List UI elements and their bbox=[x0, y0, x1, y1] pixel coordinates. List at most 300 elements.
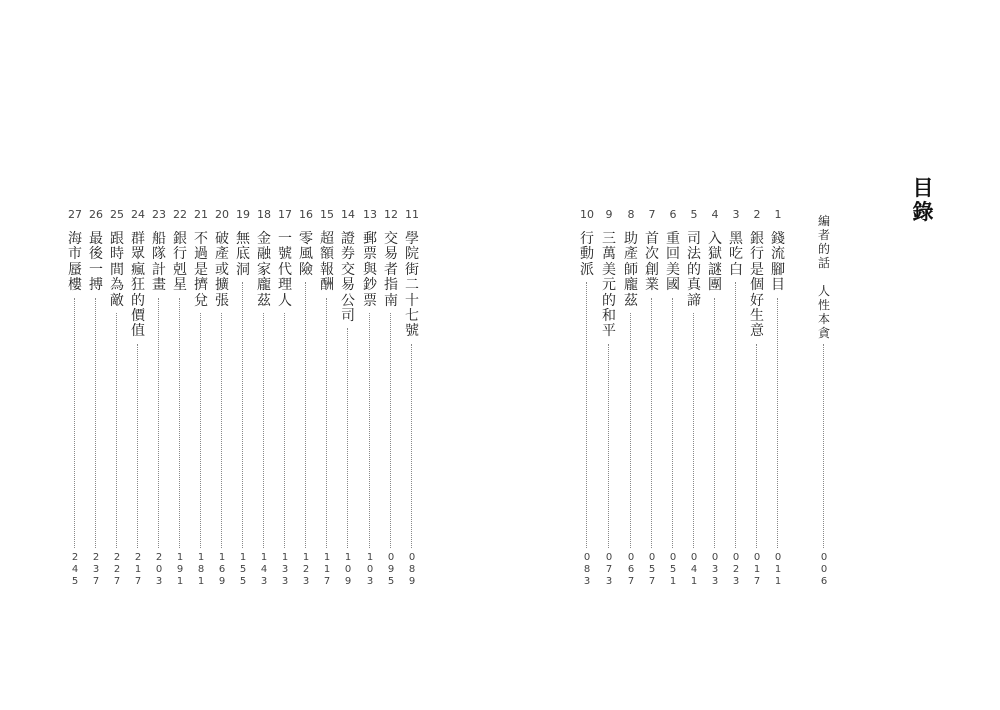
page-number-digit: 3 bbox=[281, 564, 289, 575]
toc-entry[interactable] bbox=[599, 208, 619, 588]
page-number-digit: 0 bbox=[648, 552, 656, 563]
dot-leader bbox=[651, 298, 652, 548]
page-number-digit: 6 bbox=[820, 576, 828, 587]
chapter-number: 8 bbox=[627, 208, 635, 221]
page-number-digit: 0 bbox=[711, 552, 719, 563]
chapter-title-char: 師 bbox=[624, 261, 638, 278]
toc-entry[interactable] bbox=[402, 208, 422, 588]
chapter-title-char: 美 bbox=[602, 261, 616, 278]
page-number-digit: 9 bbox=[408, 576, 416, 587]
page-number-digit: 3 bbox=[711, 576, 719, 587]
page-number-digit: 2 bbox=[113, 564, 121, 575]
chapter-title-char: 二 bbox=[405, 277, 419, 294]
chapter-title-char: 諦 bbox=[687, 292, 701, 309]
chapter-title bbox=[643, 232, 661, 294]
chapter-title-char: 時 bbox=[110, 246, 124, 263]
chapter-title bbox=[87, 232, 105, 294]
page-number-digit: 1 bbox=[176, 552, 184, 563]
chapter-title-char: 好 bbox=[750, 292, 764, 309]
chapter-title bbox=[276, 232, 294, 309]
chapter-number: 16 bbox=[299, 208, 313, 221]
chapter-title-char: 兌 bbox=[194, 292, 208, 309]
page-number bbox=[599, 552, 619, 588]
page-number-digit: 7 bbox=[627, 576, 635, 587]
chapter-number: 25 bbox=[110, 208, 124, 221]
chapter-title-char: 重 bbox=[666, 231, 680, 247]
chapter-title-char: 與 bbox=[363, 261, 377, 278]
chapter-title-char: 行 bbox=[580, 231, 594, 247]
chapter-title-char: 易 bbox=[341, 277, 355, 294]
chapter-title-char: 團 bbox=[708, 277, 722, 294]
chapter-title-char: 茲 bbox=[624, 292, 638, 309]
chapter-title-char: 易 bbox=[384, 246, 398, 263]
page-number-digit: 5 bbox=[71, 576, 79, 587]
chapter-title-char: 公 bbox=[341, 292, 355, 309]
page-number-digit: 5 bbox=[669, 564, 677, 575]
page-number-digit: 5 bbox=[239, 576, 247, 587]
page-number-digit: 3 bbox=[583, 576, 591, 587]
page-number-digit: 0 bbox=[820, 564, 828, 575]
chapter-title-char: 司 bbox=[687, 231, 701, 247]
chapter-title-char: 萬 bbox=[602, 246, 616, 263]
chapter-title-char: 郵 bbox=[363, 231, 377, 247]
chapter-number: 22 bbox=[173, 208, 187, 221]
chapter-number: 12 bbox=[384, 208, 398, 221]
toc-entry[interactable] bbox=[360, 208, 380, 588]
chapter-number: 26 bbox=[89, 208, 103, 221]
page-number bbox=[684, 552, 704, 588]
page-number-digit: 2 bbox=[113, 552, 121, 563]
chapter-number: 27 bbox=[68, 208, 82, 221]
page-number bbox=[402, 552, 422, 588]
chapter-title-char: 交 bbox=[341, 261, 355, 278]
chapter-title-char: 目 bbox=[771, 277, 785, 294]
dot-leader bbox=[74, 298, 75, 548]
chapter-number: 21 bbox=[194, 208, 208, 221]
chapter-title-char: 派 bbox=[580, 261, 594, 278]
chapter-title-char: 的 bbox=[687, 261, 701, 278]
chapter-title-char: 行 bbox=[173, 246, 187, 263]
chapter-title bbox=[769, 232, 787, 294]
page-number-digit: 0 bbox=[732, 552, 740, 563]
chapter-title-char: 融 bbox=[257, 246, 271, 263]
dot-leader bbox=[242, 282, 243, 548]
chapter-title-char: 國 bbox=[666, 277, 680, 294]
dot-leader bbox=[284, 313, 285, 548]
chapter-title-char: 值 bbox=[131, 323, 145, 340]
page-number-digit: 4 bbox=[71, 564, 79, 575]
chapter-title-char: 謎 bbox=[708, 261, 722, 278]
chapter-title-char: 首 bbox=[645, 231, 659, 247]
page-number-digit: 0 bbox=[408, 552, 416, 563]
chapter-title-char: 樓 bbox=[68, 277, 82, 294]
chapter-title bbox=[318, 232, 336, 294]
chapter-title-char: 市 bbox=[68, 246, 82, 263]
chapter-title-char: 後 bbox=[89, 246, 103, 263]
page-number-digit: 2 bbox=[134, 552, 142, 563]
chapter-title-char: 證 bbox=[341, 231, 355, 247]
page-number-digit: 1 bbox=[774, 576, 782, 587]
chapter-title-char: 或 bbox=[215, 261, 229, 278]
page-number bbox=[275, 552, 295, 588]
chapter-title-char: 產 bbox=[215, 246, 229, 263]
chapter-title-char: 交 bbox=[384, 231, 398, 247]
dot-leader bbox=[672, 298, 673, 548]
toc-entry[interactable] bbox=[233, 208, 253, 588]
chapter-title-char: 張 bbox=[215, 292, 229, 309]
toc-entry[interactable] bbox=[317, 208, 337, 588]
page-number bbox=[212, 552, 232, 588]
toc-entry[interactable] bbox=[747, 208, 767, 588]
chapter-title-char: 編 bbox=[817, 214, 830, 228]
chapter-title bbox=[403, 232, 421, 340]
toc-entry-preface[interactable] bbox=[814, 208, 834, 588]
chapter-title-char: 底 bbox=[236, 246, 250, 263]
page-number-digit: 1 bbox=[134, 564, 142, 575]
chapter-title-char: 報 bbox=[320, 261, 334, 278]
dot-leader bbox=[756, 344, 757, 548]
dot-leader bbox=[158, 298, 159, 548]
chapter-title-char: 代 bbox=[278, 261, 292, 278]
page-number-digit: 3 bbox=[260, 576, 268, 587]
chapter-title-char: 票 bbox=[363, 246, 377, 263]
chapter-title-char: 黑 bbox=[729, 231, 743, 247]
page-number-digit: 0 bbox=[669, 552, 677, 563]
chapter-title-char: 動 bbox=[580, 246, 594, 263]
chapter-title-char: 話 bbox=[817, 256, 830, 270]
page-number-digit: 3 bbox=[281, 576, 289, 587]
page-number bbox=[254, 552, 274, 588]
chapter-number: 9 bbox=[605, 208, 613, 221]
page-number bbox=[814, 552, 834, 588]
chapter-title-char: 產 bbox=[624, 246, 638, 263]
chapter-title-char: 為 bbox=[110, 277, 124, 294]
page-number-digit: 1 bbox=[344, 552, 352, 563]
chapter-title-char: 創 bbox=[645, 261, 659, 278]
chapter-title-char: 司 bbox=[341, 308, 355, 325]
chapter-title-char: 險 bbox=[299, 261, 313, 278]
page-number-digit: 0 bbox=[753, 552, 761, 563]
chapter-title-char: 家 bbox=[257, 261, 271, 278]
dot-leader bbox=[116, 313, 117, 548]
chapter-title-char: 和 bbox=[602, 308, 616, 325]
chapter-title-char: 零 bbox=[299, 231, 313, 247]
chapter-title bbox=[213, 232, 231, 309]
toc-entry[interactable] bbox=[577, 208, 597, 588]
page-number-digit: 2 bbox=[92, 552, 100, 563]
chapter-number: 2 bbox=[753, 208, 761, 221]
chapter-title-char: 吃 bbox=[729, 246, 743, 263]
page-number-digit: 1 bbox=[281, 552, 289, 563]
chapter-title-char: 銀 bbox=[173, 231, 187, 247]
page-number-digit: 2 bbox=[302, 564, 310, 575]
chapter-title-char: 元 bbox=[602, 277, 616, 294]
page-number-digit: 5 bbox=[239, 564, 247, 575]
chapter-number: 15 bbox=[320, 208, 334, 221]
page-number-digit: 0 bbox=[366, 564, 374, 575]
chapter-title-char: 真 bbox=[687, 277, 701, 294]
chapter-title-char: 瘋 bbox=[131, 261, 145, 278]
toc-entry[interactable] bbox=[254, 208, 274, 588]
chapter-title-char: 擠 bbox=[194, 277, 208, 294]
chapter-title-char: 超 bbox=[320, 231, 334, 247]
page-number-digit: 1 bbox=[197, 576, 205, 587]
chapter-number: 1 bbox=[774, 208, 782, 221]
chapter-title-char: 人 bbox=[817, 284, 830, 298]
chapter-title-char bbox=[815, 270, 833, 284]
chapter-title-char: 個 bbox=[750, 277, 764, 294]
chapter-title-char: 法 bbox=[687, 246, 701, 263]
page-number-digit: 1 bbox=[323, 564, 331, 575]
chapter-title bbox=[108, 232, 126, 309]
chapter-number: 14 bbox=[341, 208, 355, 221]
chapter-title-char: 鈔 bbox=[363, 277, 377, 294]
chapter-title bbox=[685, 232, 703, 309]
dot-leader bbox=[608, 344, 609, 548]
dot-leader bbox=[586, 282, 587, 548]
chapter-title bbox=[578, 232, 596, 278]
toc-entry[interactable] bbox=[684, 208, 704, 588]
toc-entry[interactable] bbox=[149, 208, 169, 588]
toc-entry[interactable] bbox=[726, 208, 746, 588]
chapter-title-char: 酬 bbox=[320, 277, 334, 294]
toc-entry[interactable] bbox=[128, 208, 148, 588]
page-number bbox=[705, 552, 725, 588]
chapter-title bbox=[297, 232, 315, 278]
chapter-title-char: 錢 bbox=[771, 231, 785, 247]
chapter-title-char: 無 bbox=[236, 231, 250, 247]
chapter-number: 24 bbox=[131, 208, 145, 221]
chapter-title-char: 船 bbox=[152, 231, 166, 247]
page-number-digit: 7 bbox=[92, 576, 100, 587]
chapter-title-char: 搏 bbox=[89, 277, 103, 294]
page-number bbox=[65, 552, 85, 588]
chapter-title-char: 者 bbox=[384, 261, 398, 278]
chapter-title-char: 一 bbox=[278, 231, 292, 247]
page-number bbox=[768, 552, 788, 588]
chapter-title-char: 的 bbox=[602, 292, 616, 309]
toc-entry[interactable] bbox=[768, 208, 788, 588]
dot-leader bbox=[735, 282, 736, 548]
toc-entry[interactable] bbox=[381, 208, 401, 588]
chapter-title bbox=[727, 232, 745, 278]
chapter-title bbox=[255, 232, 273, 309]
chapter-title-char: 平 bbox=[602, 323, 616, 340]
page-number-digit: 4 bbox=[260, 564, 268, 575]
chapter-number: 6 bbox=[669, 208, 677, 221]
chapter-title-char: 十 bbox=[405, 292, 419, 309]
chapter-title bbox=[622, 232, 640, 309]
page-number-digit: 0 bbox=[583, 552, 591, 563]
page-number-digit: 0 bbox=[627, 552, 635, 563]
chapter-title-char: 七 bbox=[405, 308, 419, 325]
dot-leader bbox=[369, 313, 370, 548]
page-number-digit: 6 bbox=[218, 564, 226, 575]
chapter-title-char: 是 bbox=[750, 261, 764, 278]
page-number-digit: 3 bbox=[302, 576, 310, 587]
page-number-digit: 0 bbox=[605, 552, 613, 563]
chapter-title-char: 號 bbox=[405, 323, 419, 340]
toc-entry[interactable] bbox=[663, 208, 683, 588]
page-number bbox=[338, 552, 358, 588]
page-number-digit: 1 bbox=[753, 564, 761, 575]
chapter-title-char: 業 bbox=[645, 277, 659, 294]
chapter-title-char: 額 bbox=[320, 246, 334, 263]
page-number-digit: 7 bbox=[753, 576, 761, 587]
chapter-number: 11 bbox=[405, 208, 419, 221]
page-number bbox=[360, 552, 380, 588]
dot-leader bbox=[390, 313, 391, 548]
chapter-title bbox=[706, 232, 724, 294]
toc-entry[interactable] bbox=[107, 208, 127, 588]
chapter-title-char: 號 bbox=[278, 246, 292, 263]
page-number-digit: 1 bbox=[366, 552, 374, 563]
toc-entry[interactable] bbox=[65, 208, 85, 588]
chapter-title-char: 海 bbox=[68, 231, 82, 247]
toc-heading bbox=[910, 176, 936, 224]
chapter-number: 20 bbox=[215, 208, 229, 221]
chapter-title-char: 蜃 bbox=[68, 261, 82, 278]
chapter-title-char: 流 bbox=[771, 246, 785, 263]
page-number-digit: 5 bbox=[387, 576, 395, 587]
chapter-number: 7 bbox=[648, 208, 656, 221]
toc-entry[interactable] bbox=[296, 208, 316, 588]
page-number-digit: 0 bbox=[344, 564, 352, 575]
chapter-title-char: 狂 bbox=[131, 277, 145, 294]
chapter-title-char: 隊 bbox=[152, 246, 166, 263]
chapter-title-char: 洞 bbox=[236, 261, 250, 278]
page-number-digit: 3 bbox=[732, 576, 740, 587]
page-number-digit: 1 bbox=[302, 552, 310, 563]
page-number-digit: 9 bbox=[387, 564, 395, 575]
page-number-digit: 1 bbox=[218, 552, 226, 563]
toc-entry[interactable] bbox=[621, 208, 641, 588]
toc-entry[interactable] bbox=[338, 208, 358, 588]
chapter-title-char: 美 bbox=[666, 261, 680, 278]
page-number-digit: 7 bbox=[648, 576, 656, 587]
chapter-title-char: 龐 bbox=[257, 277, 271, 294]
chapter-title bbox=[129, 232, 147, 340]
page-number bbox=[577, 552, 597, 588]
dot-leader bbox=[714, 298, 715, 548]
chapter-title bbox=[171, 232, 189, 294]
chapter-title-char: 回 bbox=[666, 246, 680, 263]
chapter-title-char: 的 bbox=[817, 242, 830, 256]
chapter-title-char: 貪 bbox=[817, 326, 830, 340]
dot-leader bbox=[326, 298, 327, 548]
chapter-title-char: 入 bbox=[708, 231, 722, 247]
chapter-number: 5 bbox=[690, 208, 698, 221]
page-number-digit: 3 bbox=[711, 564, 719, 575]
page-number-digit: 5 bbox=[648, 564, 656, 575]
page-number-digit: 0 bbox=[690, 552, 698, 563]
chapter-title-char: 次 bbox=[645, 246, 659, 263]
page-number bbox=[621, 552, 641, 588]
page-number bbox=[86, 552, 106, 588]
toc-heading-char: 目 bbox=[912, 175, 934, 200]
toc-entry[interactable] bbox=[170, 208, 190, 588]
page-number-digit: 1 bbox=[323, 552, 331, 563]
page-number-digit: 7 bbox=[113, 576, 121, 587]
page-number bbox=[747, 552, 767, 588]
page-number-digit: 6 bbox=[627, 564, 635, 575]
dot-leader bbox=[200, 313, 201, 548]
chapter-title-char: 三 bbox=[602, 231, 616, 247]
chapter-title-char: 助 bbox=[624, 231, 638, 247]
chapter-title-char: 行 bbox=[750, 246, 764, 263]
page-number bbox=[107, 552, 127, 588]
page-number bbox=[726, 552, 746, 588]
page-number bbox=[381, 552, 401, 588]
chapter-title-char: 指 bbox=[384, 277, 398, 294]
page-number-digit: 2 bbox=[155, 552, 163, 563]
dot-leader bbox=[95, 298, 96, 548]
page-number bbox=[663, 552, 683, 588]
chapter-number: 17 bbox=[278, 208, 292, 221]
page-number-digit: 7 bbox=[605, 564, 613, 575]
chapter-title bbox=[815, 214, 833, 340]
page-number-digit: 1 bbox=[690, 576, 698, 587]
chapter-title-char: 者 bbox=[817, 228, 830, 242]
toc-entry[interactable] bbox=[86, 208, 106, 588]
page-number-digit: 1 bbox=[260, 552, 268, 563]
chapter-title-char: 白 bbox=[729, 261, 743, 278]
chapter-number: 3 bbox=[732, 208, 740, 221]
chapter-number: 4 bbox=[711, 208, 719, 221]
page-number-digit: 3 bbox=[366, 576, 374, 587]
page-number-digit: 0 bbox=[774, 552, 782, 563]
toc-entry[interactable] bbox=[705, 208, 725, 588]
page-number-digit: 1 bbox=[774, 564, 782, 575]
dot-leader bbox=[777, 298, 778, 548]
page-number-digit: 4 bbox=[690, 564, 698, 575]
page-number-digit: 1 bbox=[197, 552, 205, 563]
chapter-title-char: 性 bbox=[817, 298, 830, 312]
page-number-digit: 7 bbox=[134, 576, 142, 587]
page-number-digit: 0 bbox=[387, 552, 395, 563]
chapter-title bbox=[150, 232, 168, 294]
toc-entry[interactable] bbox=[191, 208, 211, 588]
page-number bbox=[317, 552, 337, 588]
page-number bbox=[296, 552, 316, 588]
dot-leader bbox=[693, 313, 694, 548]
page-number-digit: 9 bbox=[176, 564, 184, 575]
page-number-digit: 0 bbox=[820, 552, 828, 563]
dot-leader bbox=[221, 313, 222, 548]
dot-leader bbox=[347, 328, 348, 548]
chapter-title-char: 券 bbox=[341, 246, 355, 263]
chapter-title-char: 敵 bbox=[110, 292, 124, 309]
page-number bbox=[170, 552, 190, 588]
chapter-title-char: 龐 bbox=[624, 277, 638, 294]
dot-leader bbox=[411, 344, 412, 548]
chapter-title-char: 南 bbox=[384, 292, 398, 309]
chapter-title-char: 間 bbox=[110, 261, 124, 278]
chapter-title-char: 一 bbox=[89, 261, 103, 278]
dot-leader bbox=[630, 313, 631, 548]
toc-heading-char: 錄 bbox=[912, 199, 934, 224]
toc-entry[interactable] bbox=[642, 208, 662, 588]
toc-entry[interactable] bbox=[212, 208, 232, 588]
chapter-title-char: 剋 bbox=[173, 261, 187, 278]
chapter-title-char: 破 bbox=[215, 231, 229, 247]
chapter-title-char: 星 bbox=[173, 277, 187, 294]
chapter-title bbox=[234, 232, 252, 278]
page-number bbox=[642, 552, 662, 588]
toc-entry[interactable] bbox=[275, 208, 295, 588]
page-number-digit: 9 bbox=[344, 576, 352, 587]
page-number-digit: 2 bbox=[732, 564, 740, 575]
